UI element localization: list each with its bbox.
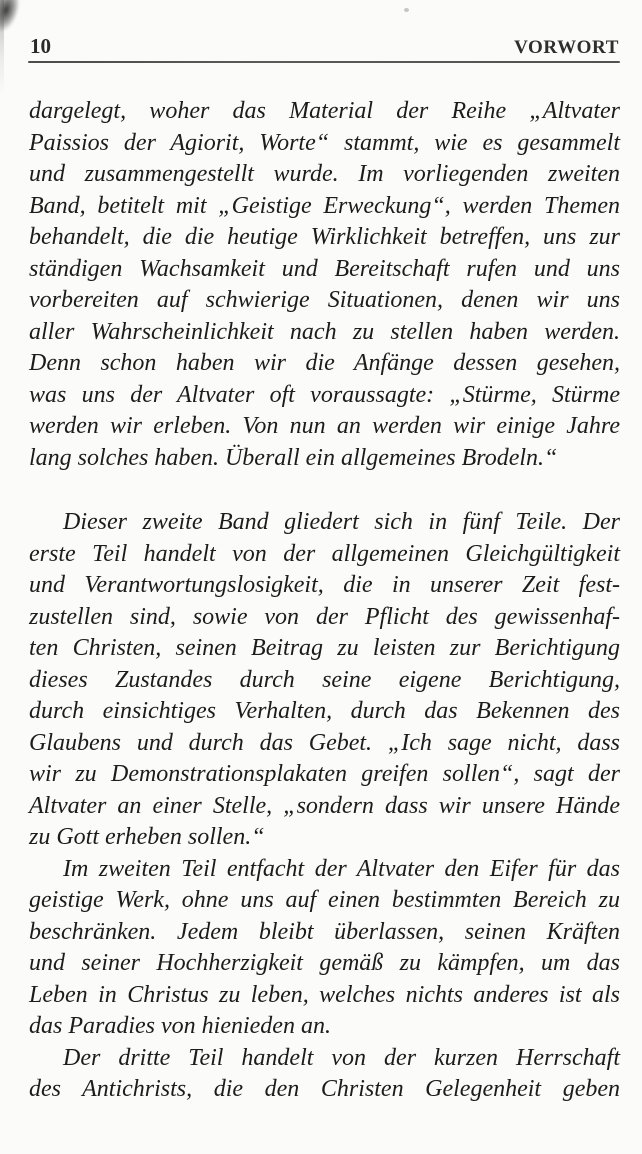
text-line: dieses Zustandes durch seine eigene Berichtigung, bbox=[29, 666, 620, 693]
chapter-running-title: VORWORT bbox=[514, 37, 619, 58]
text-line: lang solches haben. Überall ein allgemeines Brodeln.“ bbox=[29, 444, 558, 471]
text-line: Band, betitelt mit „Geistige Erweckung“, werden Themen bbox=[29, 192, 620, 219]
text-line: beschränken. Jedem bleibt überlassen, seinen Kräften bbox=[29, 918, 620, 945]
text-line: durch einsichtiges Verhalten, durch das Bekennen des bbox=[29, 698, 620, 724]
page-number: 10 bbox=[30, 34, 51, 58]
paragraph bbox=[29, 96, 620, 474]
text-line: aller Wahrscheinlichkeit nach zu stellen haben werden. bbox=[29, 318, 620, 345]
text-line: was uns der Altvater oft voraussagte: „Stürme, Stürme bbox=[29, 381, 620, 408]
text-line: Glaubens und durch das Gebet. „Ich sage nicht, dass bbox=[29, 729, 620, 756]
header-rule-divider bbox=[28, 61, 620, 63]
text-line: Im zweiten Teil entfacht der Altvater den Eifer für das bbox=[63, 855, 620, 882]
paragraph bbox=[29, 854, 620, 1043]
body-text bbox=[29, 96, 620, 1106]
text-line: zustellen sind, sowie von der Pflicht des gewissenhaf- bbox=[29, 603, 620, 630]
text-line: zu Gott erheben sollen.“ bbox=[29, 824, 265, 850]
text-line: Denn schon haben wir die Anfänge dessen gesehen, bbox=[29, 350, 620, 376]
scan-speck-artifact bbox=[404, 8, 409, 12]
text-line: Paissios der Agiorit, Worte“ stammt, wie es gesammelt bbox=[29, 129, 620, 156]
text-line: Der dritte Teil handelt von der kurzen Herrschaft bbox=[63, 1044, 620, 1071]
text-line: und Verantwortungslosigkeit, die in unserer Zeit fest- bbox=[29, 572, 620, 598]
text-line: ständigen Wachsamkeit und Bereitschaft rufen und uns bbox=[29, 255, 620, 282]
paragraph bbox=[29, 507, 620, 854]
text-line: Leben in Christus zu leben, welches nichts anderes ist als bbox=[29, 981, 620, 1008]
text-line: dargelegt, woher das Material der Reihe „Altvater bbox=[29, 98, 620, 124]
text-line: Altvater an einer Stelle, „sondern dass wir unsere Hände bbox=[29, 792, 620, 819]
text-line: des Antichrists, die den Christen Gelegenheit geben bbox=[29, 1076, 620, 1102]
text-line: und seiner Hochherzigkeit gemäß zu kämpfen, um das bbox=[29, 950, 620, 976]
text-line: ten Christen, seinen Beitrag zu leisten zur Berichtigung bbox=[29, 635, 620, 661]
text-line: behandelt, die die heutige Wirklichkeit betreffen, uns zur bbox=[29, 224, 620, 250]
text-line: erste Teil handelt von der allgemeinen Gleichgültigkeit bbox=[29, 540, 620, 567]
scan-edge-shade-artifact bbox=[0, 0, 4, 95]
text-line: werden wir erleben. Von nun an werden wir einige Jahre bbox=[29, 413, 620, 439]
text-line: vorbereiten auf schwierige Situationen, denen wir uns bbox=[29, 287, 620, 313]
text-line: Dieser zweite Band gliedert sich in fünf Teile. Der bbox=[63, 509, 620, 535]
text-line: und zusammengestellt wurde. Im vorliegenden zweiten bbox=[29, 161, 620, 187]
paragraph bbox=[29, 1043, 620, 1106]
text-line: wir zu Demonstrationsplakaten greifen sollen“, sagt der bbox=[29, 761, 620, 787]
text-line: das Paradies von hienieden an. bbox=[29, 1013, 331, 1039]
text-line: geistige Werk, ohne uns auf einen bestimmten Bereich zu bbox=[29, 887, 620, 913]
